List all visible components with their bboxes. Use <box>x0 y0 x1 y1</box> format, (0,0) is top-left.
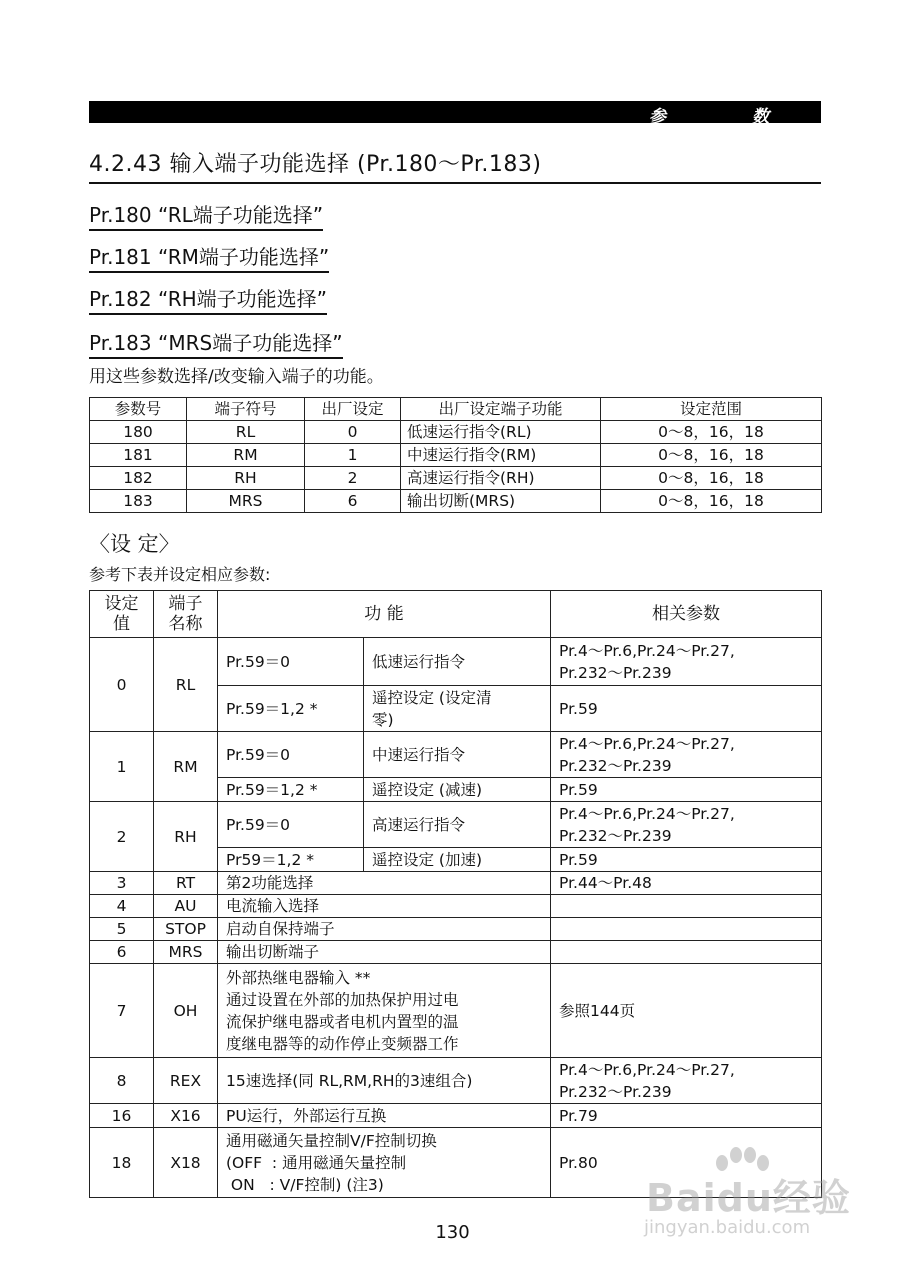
related-cell <box>551 918 822 941</box>
terminal-name: RH <box>154 802 218 872</box>
table-cell: 1 <box>305 444 401 467</box>
table-cell: 0 <box>305 421 401 444</box>
setting-value: 18 <box>90 1128 154 1198</box>
table-row <box>90 1104 822 1128</box>
setting-value: 4 <box>90 895 154 918</box>
table-row <box>90 732 822 778</box>
setting-value: 1 <box>90 732 154 802</box>
param-title-182: Pr.182 “RH端子功能选择” <box>89 286 327 315</box>
function-cell: 中速运行指令 <box>364 732 551 778</box>
table-row <box>90 1058 822 1104</box>
related-cell: Pr.4～Pr.6,Pr.24～Pr.27, Pr.232～Pr.239 <box>551 732 822 778</box>
table-cell: 6 <box>305 490 401 513</box>
table-cell: 183 <box>90 490 187 513</box>
table-row <box>90 941 822 964</box>
setting-value: 8 <box>90 1058 154 1104</box>
setting-value: 2 <box>90 802 154 872</box>
condition-cell: Pr.59＝1,2 * <box>218 778 364 802</box>
function-cell: 电流输入选择 <box>218 895 551 918</box>
related-cell: Pr.4～Pr.6,Pr.24～Pr.27, Pr.232～Pr.239 <box>551 802 822 848</box>
setting-value: 7 <box>90 964 154 1058</box>
header-cell-value: 设定 值 <box>90 591 154 638</box>
function-cell: 遥控设定 (设定清 零) <box>364 686 551 732</box>
related-cell: 参照144页 <box>551 964 822 1058</box>
table-cell: 0～8，16，18 <box>601 421 822 444</box>
function-cell: 低速运行指令 <box>364 638 551 686</box>
header-cell: 出厂设定端子功能 <box>401 398 601 421</box>
intro-text: 用这些参数选择/改变输入端子的功能。 <box>89 367 384 387</box>
table-header-row <box>90 591 822 638</box>
table-cell: 低速运行指令(RL) <box>401 421 601 444</box>
table-row <box>90 444 822 467</box>
table-row <box>90 918 822 941</box>
baidu-watermark <box>628 1145 878 1245</box>
table-cell: RH <box>187 467 305 490</box>
setting-heading: 〈设 定〉 <box>89 532 180 556</box>
function-cell: 外部热继电器输入 ** 通过设置在外部的加热保护用过电 流保护继电器或者电机内置型的温 度继电器等的动作停止变频器工作 <box>218 964 551 1058</box>
header-bar <box>89 101 821 127</box>
table-cell: 0～8，16，18 <box>601 490 822 513</box>
terminal-name: X16 <box>154 1104 218 1128</box>
table-row <box>90 421 822 444</box>
table-cell: RL <box>187 421 305 444</box>
related-cell <box>551 895 822 918</box>
factory-settings-table <box>89 397 822 513</box>
table-cell: 2 <box>305 467 401 490</box>
function-cell: PU运行，外部运行互换 <box>218 1104 551 1128</box>
function-cell: 启动自保持端子 <box>218 918 551 941</box>
table-row <box>90 964 822 1058</box>
table-row <box>90 872 822 895</box>
function-cell: 第2功能选择 <box>218 872 551 895</box>
related-cell: Pr.80 <box>551 1128 822 1198</box>
related-cell: Pr.59 <box>551 778 822 802</box>
param-title-183: Pr.183 “MRS端子功能选择” <box>89 330 343 359</box>
terminal-name: REX <box>154 1058 218 1104</box>
param-title-180: Pr.180 “RL端子功能选择” <box>89 202 323 231</box>
terminal-name: RM <box>154 732 218 802</box>
table-row <box>90 638 822 686</box>
function-cell: 输出切断端子 <box>218 941 551 964</box>
table-cell: 输出切断(MRS) <box>401 490 601 513</box>
table-cell: 180 <box>90 421 187 444</box>
table-cell: RM <box>187 444 305 467</box>
table-row <box>90 895 822 918</box>
header-cell: 端子符号 <box>187 398 305 421</box>
header-cell: 设定范围 <box>601 398 822 421</box>
condition-cell: Pr59＝1,2 * <box>218 848 364 872</box>
table-cell: 0～8，16，18 <box>601 444 822 467</box>
table-header-row <box>90 398 822 421</box>
terminal-name: RT <box>154 872 218 895</box>
header-cell-related: 相关参数 <box>551 591 822 638</box>
table-cell: 182 <box>90 467 187 490</box>
condition-cell: Pr.59＝0 <box>218 802 364 848</box>
related-cell: Pr.4～Pr.6,Pr.24～Pr.27, Pr.232～Pr.239 <box>551 638 822 686</box>
table-cell: 0～8，16，18 <box>601 467 822 490</box>
header-cell-name: 端子 名称 <box>154 591 218 638</box>
terminal-name: AU <box>154 895 218 918</box>
terminal-function-table <box>89 590 822 1198</box>
setting-note: 参考下表并设定相应参数: <box>89 565 271 584</box>
header-word-1: 参 <box>649 107 666 127</box>
related-cell: Pr.59 <box>551 848 822 872</box>
table-cell: 高速运行指令(RH) <box>401 467 601 490</box>
related-cell <box>551 941 822 964</box>
function-cell: 通用磁通矢量控制V/F控制切换 (OFF : 通用磁通矢量控制 ON : V/F控制) (注3) <box>218 1128 551 1198</box>
page-number: 130 <box>435 1222 470 1243</box>
condition-cell: Pr.59＝1,2 * <box>218 686 364 732</box>
terminal-name: MRS <box>154 941 218 964</box>
header-cell: 参数号 <box>90 398 187 421</box>
table-row <box>90 467 822 490</box>
function-cell: 遥控设定 (减速) <box>364 778 551 802</box>
condition-cell: Pr.59＝0 <box>218 638 364 686</box>
setting-value: 6 <box>90 941 154 964</box>
header-cell-function: 功 能 <box>218 591 551 638</box>
watermark-brand: Baidu经验 <box>646 1176 851 1220</box>
table-cell: MRS <box>187 490 305 513</box>
setting-value: 16 <box>90 1104 154 1128</box>
header-cell: 出厂设定 <box>305 398 401 421</box>
related-cell: Pr.4～Pr.6,Pr.24～Pr.27, Pr.232～Pr.239 <box>551 1058 822 1104</box>
setting-value: 0 <box>90 638 154 732</box>
terminal-name: RL <box>154 638 218 732</box>
function-cell: 15速选择(同 RL,RM,RH的3速组合) <box>218 1058 551 1104</box>
table-cell: 181 <box>90 444 187 467</box>
table-cell: 中速运行指令(RM) <box>401 444 601 467</box>
setting-value: 3 <box>90 872 154 895</box>
terminal-name: STOP <box>154 918 218 941</box>
related-cell: Pr.44～Pr.48 <box>551 872 822 895</box>
function-cell: 高速运行指令 <box>364 802 551 848</box>
setting-value: 5 <box>90 918 154 941</box>
terminal-name: OH <box>154 964 218 1058</box>
param-title-181: Pr.181 “RM端子功能选择” <box>89 244 329 273</box>
function-cell: 遥控设定 (加速) <box>364 848 551 872</box>
table-row <box>90 802 822 848</box>
terminal-name: X18 <box>154 1128 218 1198</box>
header-word-2: 数 <box>752 107 769 127</box>
condition-cell: Pr.59＝0 <box>218 732 364 778</box>
related-cell: Pr.59 <box>551 686 822 732</box>
related-cell: Pr.79 <box>551 1104 822 1128</box>
section-title: 4.2.43 输入端子功能选择 (Pr.180～Pr.183) <box>89 150 821 184</box>
watermark-url: jingyan.baidu.com <box>644 1217 811 1238</box>
table-row <box>90 490 822 513</box>
